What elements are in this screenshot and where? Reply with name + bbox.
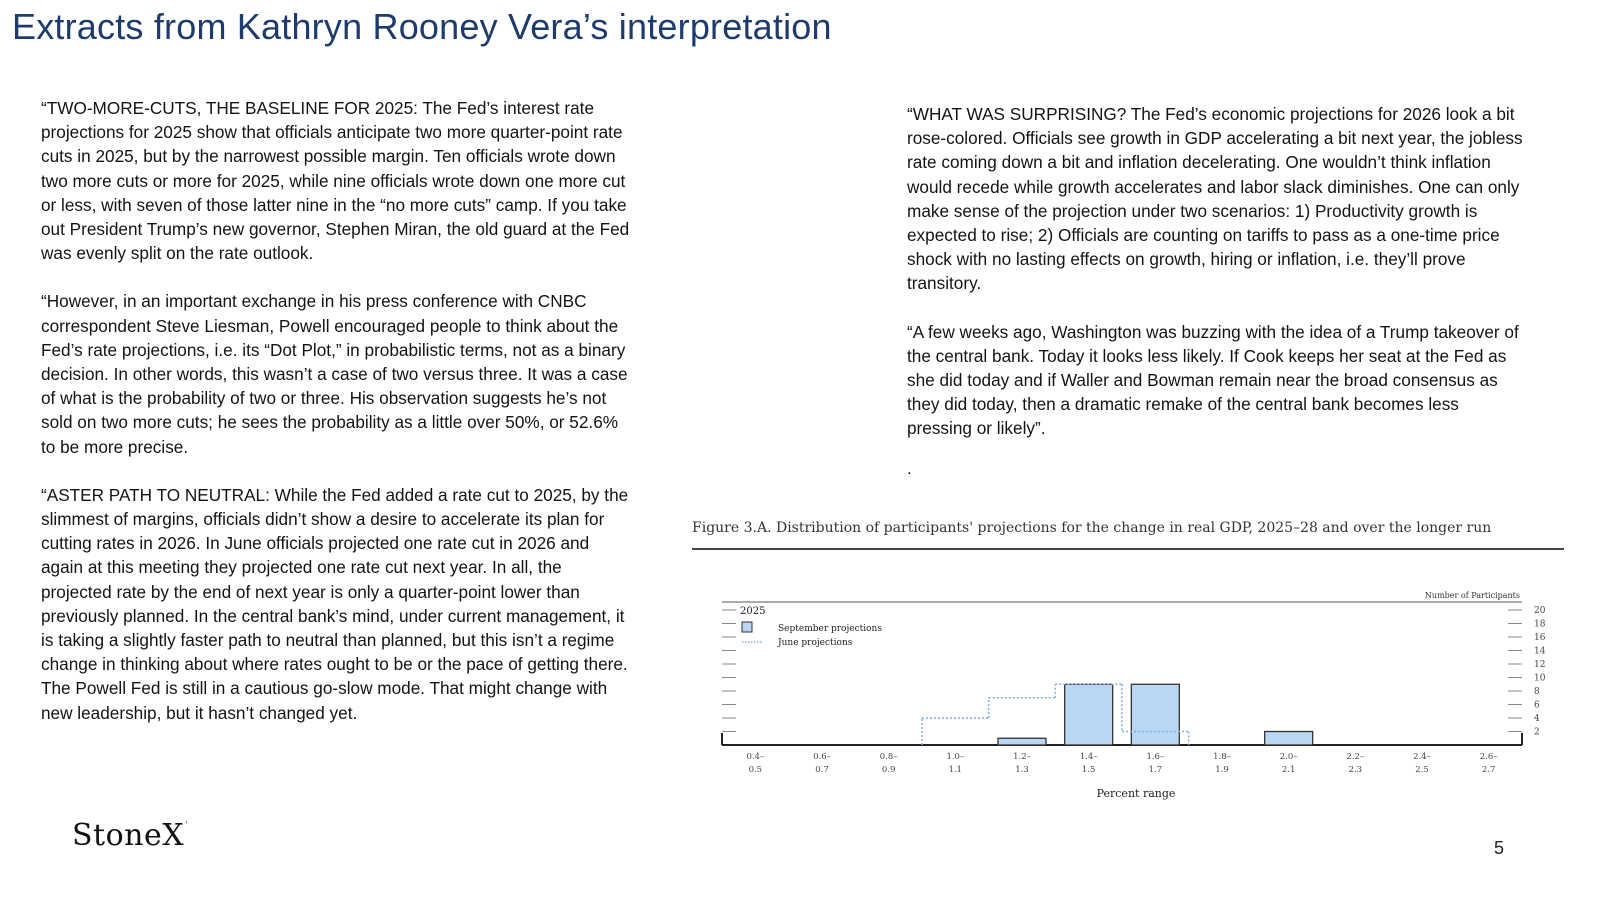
- bar-september: [998, 738, 1046, 745]
- x-tick-label: 0.8– 0.9: [879, 752, 898, 775]
- x-tick-label: 1.2– 1.3: [1013, 752, 1031, 775]
- legend-swatch-september: [742, 622, 752, 632]
- bar-september: [1065, 684, 1113, 745]
- y-tick-label: 10: [1534, 673, 1546, 684]
- trailing-dot: .: [907, 459, 912, 478]
- bar-september: [1131, 684, 1179, 745]
- x-tick-label: 0.4– 0.5: [746, 752, 765, 775]
- y-tick-label: 14: [1534, 646, 1546, 657]
- x-tick-label: 2.2– 2.3: [1346, 752, 1365, 775]
- chart-title: 2025: [740, 606, 766, 617]
- page-number: 5: [1494, 838, 1505, 858]
- paragraph-trump-takeover: “A few weeks ago, Washington was buzzing with the idea of a Trump takeover of the central bank. Today it looks less likely. If Cook keeps her seat at the Fed as she did today and if Waller and Bowman remain near the broad consensus as they did today, then a dramatic remake of the central bank becomes less pressing or likely”.: [907, 321, 1519, 439]
- y-tick-label: 2: [1534, 727, 1540, 738]
- gdp-projection-figure: [692, 520, 1562, 810]
- y-tick-label: 12: [1534, 660, 1546, 670]
- y-tick-label: 8: [1534, 687, 1540, 697]
- y-tick-label: 18: [1534, 619, 1546, 630]
- figure-rule: [692, 548, 1564, 550]
- paragraph-probabilistic: “However, in an important exchange in his press conference with CNBC correspondent Steve Liesman, Powell encouraged people to think about the Fed’s rate projections, i.e. its “Dot Plot,” in probabilistic terms, not as a binary decision. In other words, this wasn’t a case of two versus three. It was a case of what is the probability of two or three. His observation suggests he’s not sold on two more cuts; he sees the probability as a little over 50%, or 52.6% to be more precise.: [41, 291, 628, 457]
- paragraph-two-more-cuts: “TWO-MORE-CUTS, THE BASELINE FOR 2025: The Fed’s interest rate projections for 2025 show that officials anticipate two more quarter-point rate cuts in 2025, but by the narrowest possible margin. Ten officials wrote down two more cuts or more for 2025, while nine officials wrote down one more cut or less, with seven of those latter nine in the “no more cuts” camp. If you take out President Trump’s new governor, Stephen Miran, the old guard at the Fed was evenly split on the rate outlook.: [41, 98, 630, 264]
- x-tick-label: 1.6– 1.7: [1146, 752, 1165, 775]
- left-text-column: [41, 96, 633, 749]
- bar-september: [1265, 732, 1313, 746]
- y-tick-label: 6: [1534, 700, 1540, 711]
- y-axis-label: Number of Participants: [1424, 591, 1520, 600]
- gdp-distribution-chart: [692, 560, 1562, 810]
- figure-caption: Figure 3.A. Distribution of participants' projections for the change in real GDP, 2025–28 and over the longer run: [692, 520, 1492, 536]
- x-tick-label: 2.0– 2.1: [1279, 752, 1298, 775]
- stonex-logo: StoneX·: [72, 818, 189, 853]
- x-axis-label: Percent range: [1096, 787, 1176, 800]
- x-tick-label: 1.0– 1.1: [946, 752, 965, 775]
- legend-label-september: September projections: [778, 624, 882, 634]
- x-tick-label: 2.6– 2.7: [1479, 752, 1498, 775]
- x-tick-label: 1.8– 1.9: [1213, 752, 1231, 775]
- x-tick-label: 1.4– 1.5: [1079, 752, 1098, 775]
- right-text-column: [907, 102, 1527, 465]
- legend-label-june: June projections: [778, 638, 853, 648]
- y-tick-label: 16: [1534, 633, 1546, 643]
- x-tick-label: 2.4– 2.5: [1413, 752, 1431, 775]
- slide-title: Extracts from Kathryn Rooney Vera’s interpretation: [12, 6, 832, 47]
- y-tick-label: 4: [1534, 714, 1540, 724]
- paragraph-surprising: “WHAT WAS SURPRISING? The Fed’s economic projections for 2026 look a bit rose-colored. Officials see growth in GDP accelerating a bit next year, the jobless rate coming down a bit and inflation decelerating. One wouldn’t think inflation would recede while growth accelerates and labor slack diminishes. One can only make sense of the projection under two scenarios: 1) Productivity growth is expected to rise; 2) Officials are counting on tariffs to pass as a one-time price shock with no lasting effects on growth, hiring or inflation, i.e. they’ll prove transitory.: [907, 104, 1523, 294]
- x-tick-label: 0.6– 0.7: [813, 752, 831, 775]
- y-tick-label: 20: [1534, 606, 1546, 616]
- paragraph-path-to-neutral: “ASTER PATH TO NEUTRAL: While the Fed added a rate cut to 2025, by the slimmest of margins, officials didn’t show a desire to accelerate its plan for cutting rates in 2026. In June officials projected one rate cut in 2026 and again at this meeting they projected one rate cut next year. In all, the projected rate by the end of next year is only a quarter-point lower than previously planned. In the central bank’s mind, under current management, it is taking a slightly faster path to neutral than planned, but this isn’t a regime change in thinking about where rates ought to be or the pace of getting there. The Powell Fed is still in a cautious go-slow mode. That might change with new leadership, but it hasn’t changed yet.: [41, 484, 629, 723]
